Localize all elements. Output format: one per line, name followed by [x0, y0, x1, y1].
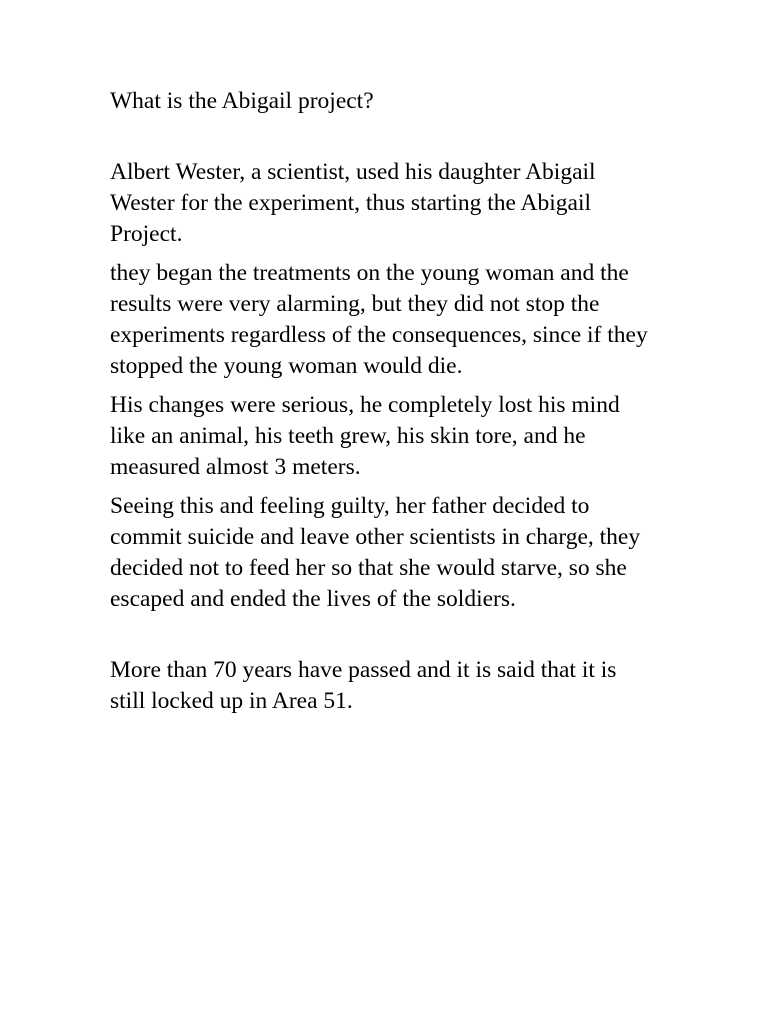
paragraph-4: Seeing this and feeling guilty, her father decided to commit suicide and leave other scientists in charge, they decided not to feed her so that she would starve, so she escaped and ended the lives of the soldiers. [110, 493, 641, 612]
paragraph-2: they began the treatments on the young woman and the results were very alarming, but they did not stop the experiments regardless of the consequences, since if they stopped the young woman would die. [110, 260, 648, 379]
document-title: What is the Abigail project? [110, 88, 374, 114]
paragraph-5: More than 70 years have passed and it is said that it is still locked up in Area 51. [110, 657, 617, 714]
document-body [110, 86, 650, 725]
paragraph-1: Albert Wester, a scientist, used his daughter Abigail Wester for the experiment, thus starting the Abigail Project. [110, 159, 596, 247]
paragraph-3: His changes were serious, he completely lost his mind like an animal, his teeth grew, his skin tore, and he measured almost 3 meters. [110, 392, 620, 480]
